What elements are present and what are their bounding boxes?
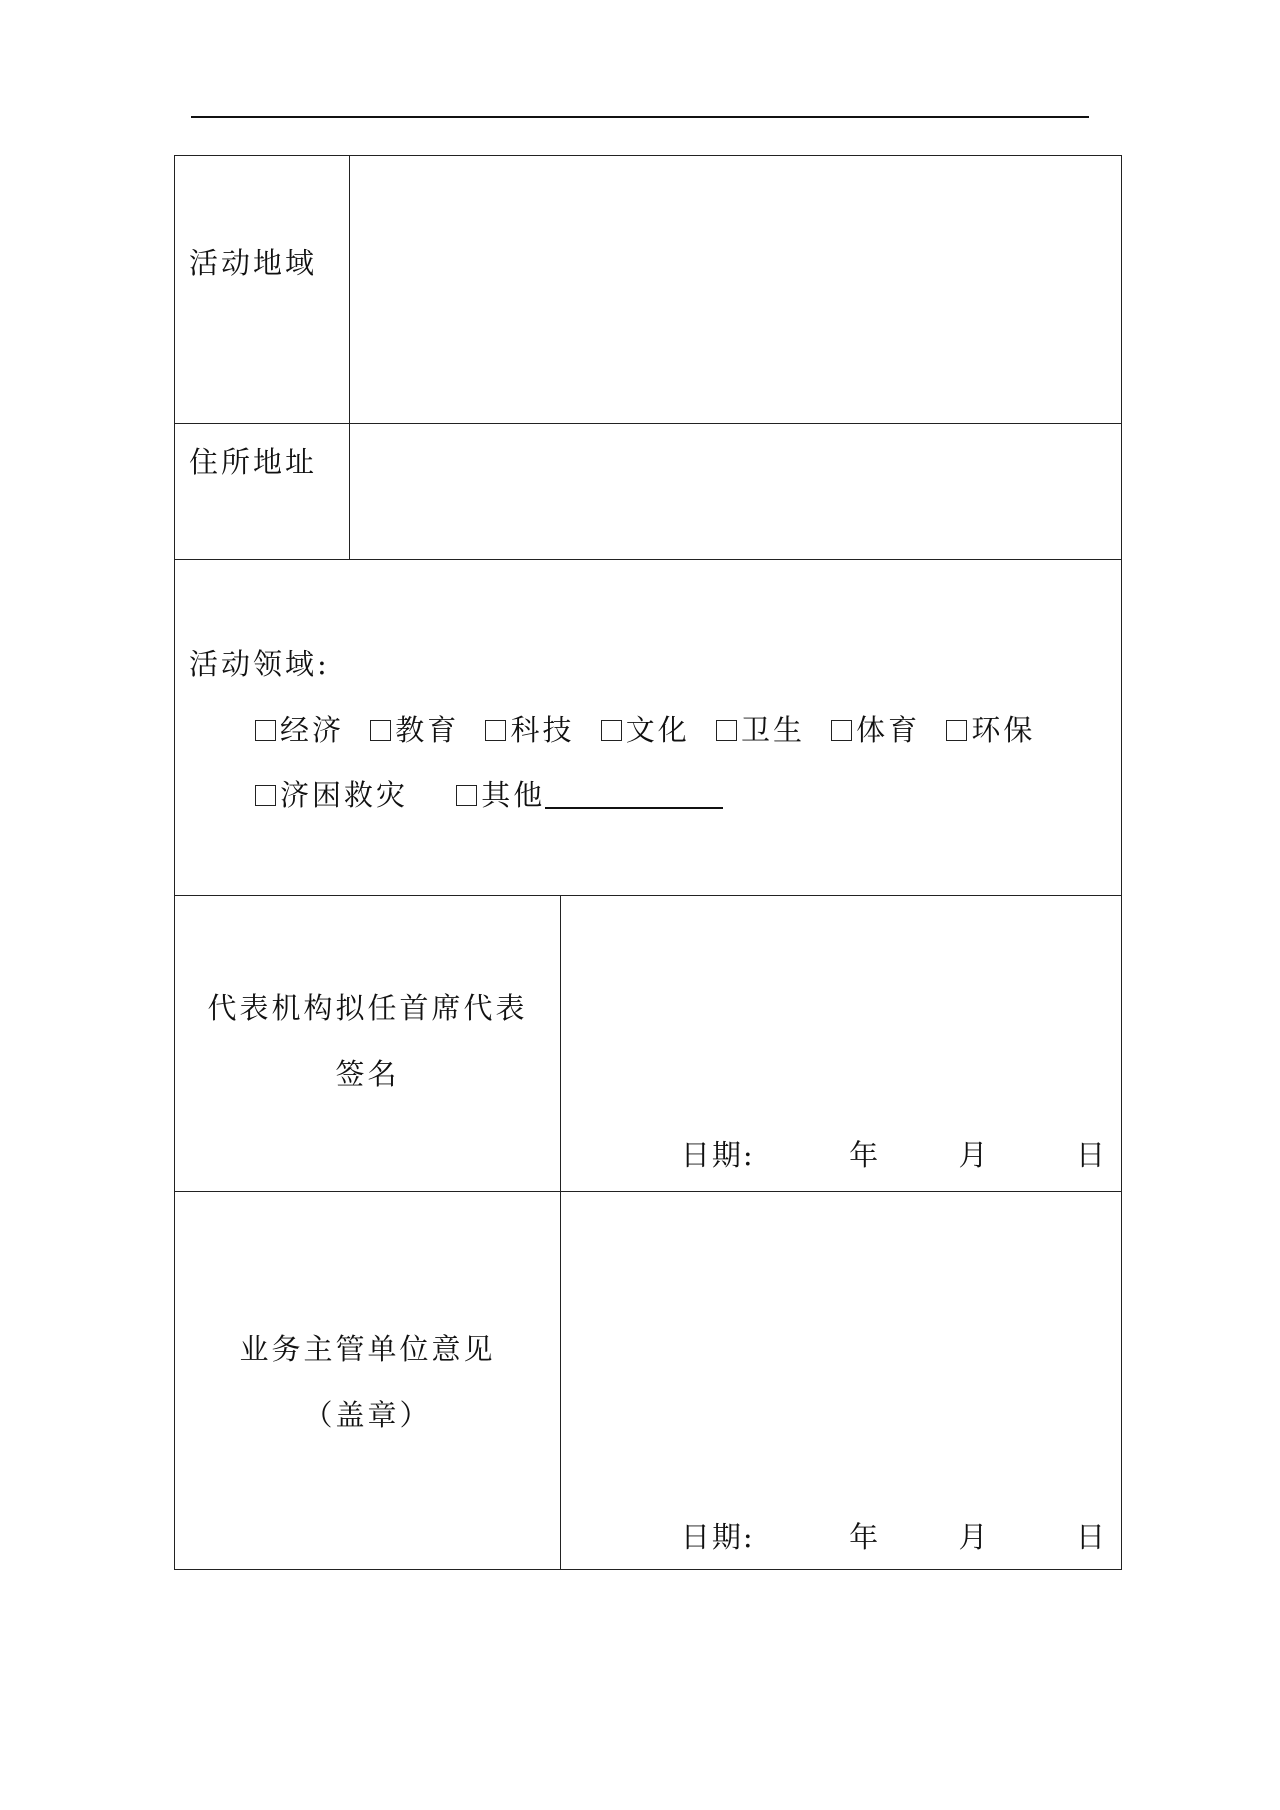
row-supervisor-opinion: [174, 1192, 1122, 1570]
row-address: [174, 424, 1122, 560]
day-label: 日: [1075, 1520, 1107, 1554]
address-label: 住所地址: [189, 445, 318, 479]
checkbox-icon[interactable]: [946, 720, 967, 741]
chief-rep-label-line2: 签名: [335, 1057, 400, 1091]
option-education[interactable]: 教育: [370, 708, 459, 749]
row-activity-fields: [174, 560, 1122, 896]
row-chief-rep-signature: [174, 896, 1122, 1192]
year-label: 年: [849, 1138, 881, 1172]
chief-rep-label-line1: 代表机构拟任首席代表: [207, 991, 528, 1025]
supervisor-opinion-field[interactable]: [560, 1192, 1121, 1569]
option-economy[interactable]: 经济: [255, 708, 344, 749]
supervisor-label-line2: （盖章）: [303, 1398, 432, 1432]
date-label: 日期:: [680, 1138, 755, 1172]
checkbox-icon[interactable]: [255, 720, 276, 741]
checkbox-icon[interactable]: [456, 785, 477, 806]
activity-fields-options-row2: [255, 773, 723, 814]
date-label: 日期:: [680, 1520, 755, 1554]
option-poverty-disaster-relief[interactable]: 济困救灾: [255, 773, 408, 814]
supervisor-label-cell: [175, 1192, 560, 1569]
option-culture[interactable]: 文化: [601, 708, 690, 749]
activity-region-field[interactable]: [349, 156, 1121, 423]
checkbox-icon[interactable]: [831, 720, 852, 741]
month-label: 月: [958, 1138, 990, 1172]
chief-rep-signature-field[interactable]: [560, 896, 1121, 1191]
option-sports[interactable]: 体育: [831, 708, 920, 749]
other-fill-in-field[interactable]: [545, 781, 723, 809]
activity-region-label-cell: [175, 156, 349, 423]
day-label: 日: [1075, 1138, 1107, 1172]
activity-fields-label: 活动领域:: [189, 647, 330, 681]
month-label: 月: [958, 1520, 990, 1554]
supervisor-date-line: [681, 1515, 1107, 1556]
option-science-tech[interactable]: 科技: [485, 708, 574, 749]
activity-region-label: 活动地域: [189, 246, 318, 280]
header-rule: [191, 116, 1089, 118]
supervisor-label-line1: 业务主管单位意见: [239, 1332, 496, 1366]
chief-rep-date-line: [681, 1133, 1107, 1174]
checkbox-icon[interactable]: [485, 720, 506, 741]
option-environment[interactable]: 环保: [946, 708, 1035, 749]
checkbox-icon[interactable]: [601, 720, 622, 741]
address-label-cell: [175, 424, 349, 559]
activity-fields-options-row1: [255, 708, 1049, 749]
row-activity-region: [174, 155, 1122, 424]
checkbox-icon[interactable]: [370, 720, 391, 741]
option-other[interactable]: 其他: [456, 773, 545, 814]
registration-form-table: [174, 155, 1122, 1570]
checkbox-icon[interactable]: [716, 720, 737, 741]
option-health[interactable]: 卫生: [716, 708, 805, 749]
chief-rep-label-cell: [175, 896, 560, 1191]
year-label: 年: [849, 1520, 881, 1554]
checkbox-icon[interactable]: [255, 785, 276, 806]
address-field[interactable]: [349, 424, 1121, 559]
